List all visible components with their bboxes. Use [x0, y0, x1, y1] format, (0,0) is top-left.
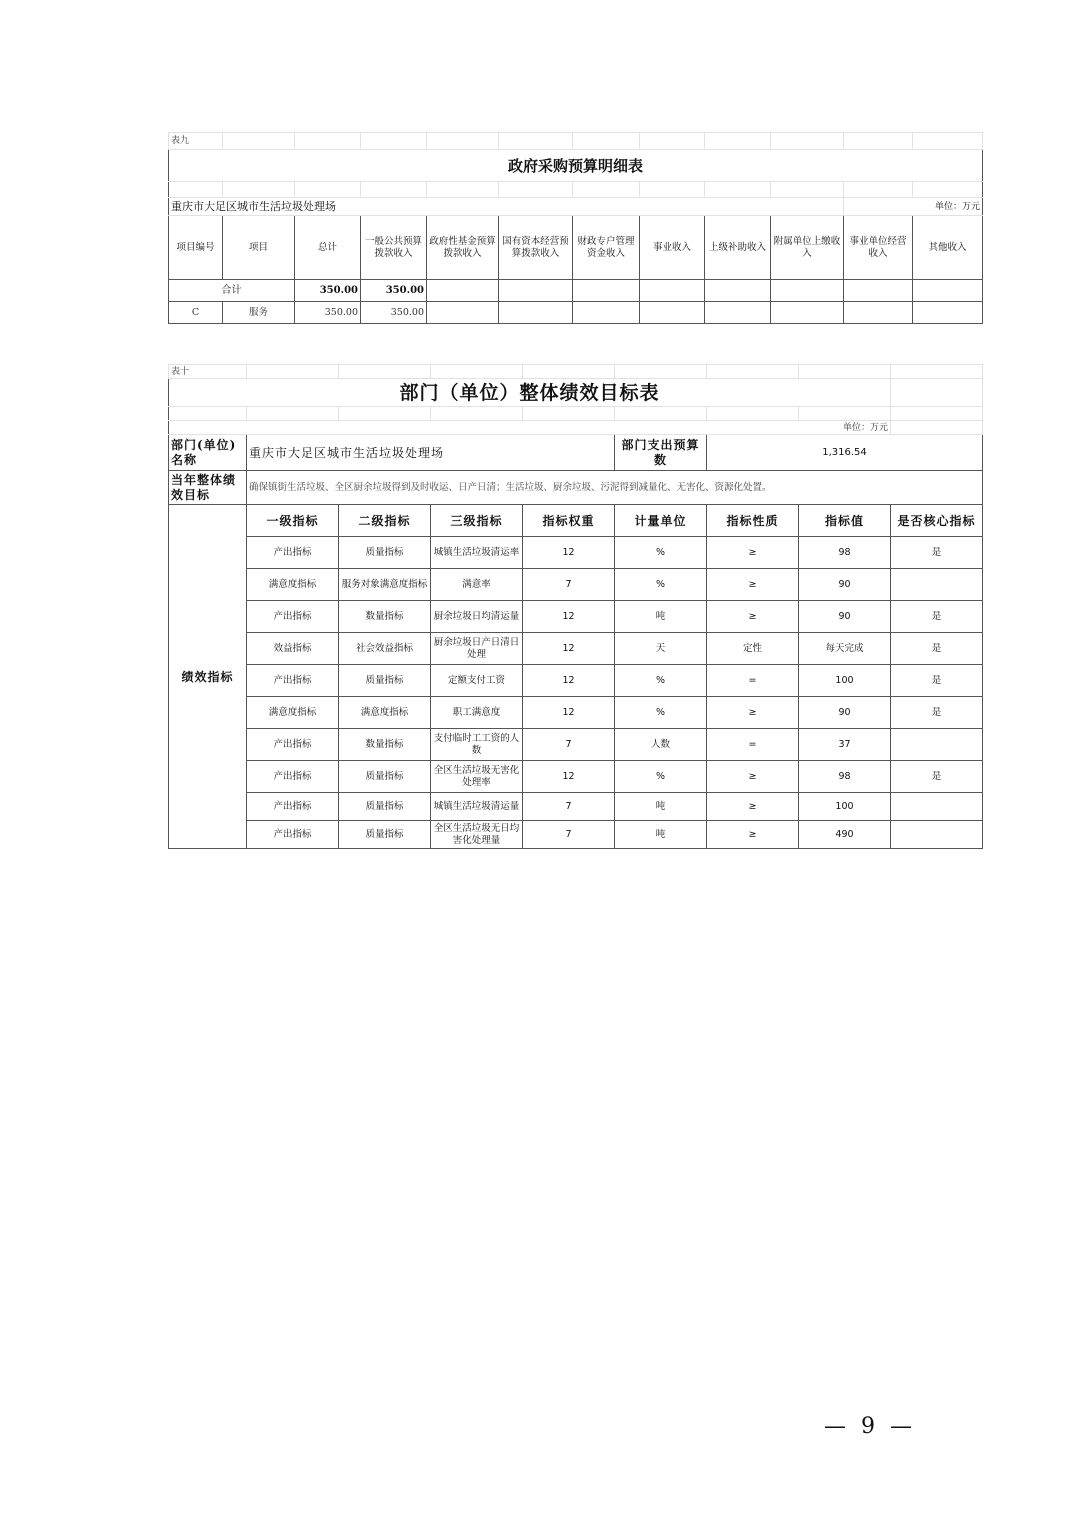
- level3-indicator: 城镇生活垃圾清运量: [431, 793, 523, 821]
- indicator-nature: ≥: [707, 761, 799, 793]
- header-cell: 其他收入: [913, 216, 983, 280]
- table-row: [169, 537, 983, 569]
- indicator-value: 90: [799, 697, 891, 729]
- header-cell: 项目编号: [169, 216, 223, 280]
- level3-indicator: 满意率: [431, 569, 523, 601]
- level3-indicator: 全区生活垃圾无日均害化处理量: [431, 821, 523, 849]
- table10-label: 表十: [169, 365, 247, 379]
- table-row: [169, 280, 983, 302]
- indicator-value: 37: [799, 729, 891, 761]
- header-cell: 附属单位上缴收入: [771, 216, 844, 280]
- indicator-value: 490: [799, 821, 891, 849]
- level1-indicator: 产出指标: [247, 793, 339, 821]
- indicator-value: 98: [799, 537, 891, 569]
- table9-label: 表九: [169, 133, 223, 150]
- indicator-weight: 12: [523, 697, 615, 729]
- header-cell: 二级指标: [339, 505, 431, 537]
- level2-indicator: 质量指标: [339, 821, 431, 849]
- dept-label: 部门(单位)名称: [169, 435, 247, 471]
- header-cell: 事业收入: [640, 216, 705, 280]
- indicator-nature: ≥: [707, 697, 799, 729]
- core-indicator-flag: 是: [891, 537, 983, 569]
- measure-unit: %: [615, 761, 707, 793]
- level2-indicator: 数量指标: [339, 729, 431, 761]
- measure-unit: 吨: [615, 601, 707, 633]
- indicator-value: 98: [799, 761, 891, 793]
- indicator-value: 100: [799, 665, 891, 697]
- indicator-nature: ≥: [707, 821, 799, 849]
- header-cell: 国有资本经营预算拨款收入: [499, 216, 573, 280]
- level2-indicator: 质量指标: [339, 665, 431, 697]
- level2-indicator: 满意度指标: [339, 697, 431, 729]
- level1-indicator: 效益指标: [247, 633, 339, 665]
- core-indicator-flag: [891, 821, 983, 849]
- header-cell: 一级指标: [247, 505, 339, 537]
- core-indicator-flag: 是: [891, 633, 983, 665]
- page-number: — 9 —: [824, 1414, 916, 1439]
- header-cell: 计量单位: [615, 505, 707, 537]
- header-cell: 三级指标: [431, 505, 523, 537]
- level1-indicator: 产出指标: [247, 537, 339, 569]
- measure-unit: %: [615, 697, 707, 729]
- indicator-weight: 12: [523, 601, 615, 633]
- header-cell: 财政专户管理资金收入: [573, 216, 640, 280]
- goal-text: 确保镇街生活垃圾、全区厨余垃圾得到及时收运、日产日清；生活垃圾、厨余垃圾、污泥得到减量化、无害化、资源化处置。: [247, 471, 983, 505]
- core-indicator-flag: 是: [891, 601, 983, 633]
- indicator-value: 90: [799, 601, 891, 633]
- header-cell: 事业单位经营收入: [844, 216, 913, 280]
- indicator-weight: 12: [523, 665, 615, 697]
- level3-indicator: 职工满意度: [431, 697, 523, 729]
- header-cell: 总计: [295, 216, 361, 280]
- core-indicator-flag: [891, 729, 983, 761]
- level3-indicator: 城镇生活垃圾清运率: [431, 537, 523, 569]
- table-row: [169, 302, 983, 324]
- header-cell: 指标性质: [707, 505, 799, 537]
- indicator-weight: 7: [523, 793, 615, 821]
- core-indicator-flag: [891, 569, 983, 601]
- core-indicator-flag: 是: [891, 761, 983, 793]
- measure-unit: 吨: [615, 793, 707, 821]
- total-label: 合计: [169, 280, 295, 302]
- row-item: 服务: [223, 302, 295, 324]
- table10-unit: 单位：万元: [169, 421, 891, 435]
- indicator-value: 每天完成: [799, 633, 891, 665]
- total-general: 350.00: [361, 280, 427, 302]
- core-indicator-flag: [891, 793, 983, 821]
- indicator-weight: 7: [523, 569, 615, 601]
- level1-indicator: 产出指标: [247, 665, 339, 697]
- indicator-nature: =: [707, 665, 799, 697]
- indicator-value: 100: [799, 793, 891, 821]
- indicator-nature: ≥: [707, 601, 799, 633]
- budget-value: 1,316.54: [707, 435, 983, 471]
- level3-indicator: 厨余垃圾日产日清日处理: [431, 633, 523, 665]
- core-indicator-flag: 是: [891, 665, 983, 697]
- dept-name: 重庆市大足区城市生活垃圾处理场: [247, 435, 615, 471]
- header-cell: 指标值: [799, 505, 891, 537]
- indicator-weight: 12: [523, 537, 615, 569]
- row-general: 350.00: [361, 302, 427, 324]
- level3-indicator: 定额支付工资: [431, 665, 523, 697]
- indicator-value: 90: [799, 569, 891, 601]
- measure-unit: 天: [615, 633, 707, 665]
- indicator-nature: ≥: [707, 793, 799, 821]
- level1-indicator: 满意度指标: [247, 569, 339, 601]
- table-row: [169, 821, 983, 849]
- budget-label: 部门支出预算数: [615, 435, 707, 471]
- header-cell: 政府性基金预算拨款收入: [427, 216, 499, 280]
- core-indicator-flag: 是: [891, 697, 983, 729]
- table10-title: 部门（单位）整体绩效目标表: [169, 379, 891, 407]
- table-row: [169, 633, 983, 665]
- header-cell: 是否核心指标: [891, 505, 983, 537]
- table-row: [169, 761, 983, 793]
- goal-label: 当年整体绩效目标: [169, 471, 247, 505]
- level3-indicator: 全区生活垃圾无害化处理率: [431, 761, 523, 793]
- indicator-nature: =: [707, 729, 799, 761]
- measure-unit: %: [615, 537, 707, 569]
- table-row: [169, 601, 983, 633]
- measure-unit: %: [615, 665, 707, 697]
- performance-indicators-label: 绩效指标: [169, 505, 247, 849]
- table9-title: 政府采购预算明细表: [169, 150, 983, 182]
- level1-indicator: 产出指标: [247, 729, 339, 761]
- header-cell: 上级补助收入: [705, 216, 771, 280]
- indicator-weight: 7: [523, 821, 615, 849]
- level2-indicator: 社会效益指标: [339, 633, 431, 665]
- row-code: C: [169, 302, 223, 324]
- indicator-weight: 7: [523, 729, 615, 761]
- header-cell: 指标权重: [523, 505, 615, 537]
- level2-indicator: 质量指标: [339, 793, 431, 821]
- indicator-weight: 12: [523, 761, 615, 793]
- table-row: [169, 729, 983, 761]
- level2-indicator: 数量指标: [339, 601, 431, 633]
- level2-indicator: 质量指标: [339, 761, 431, 793]
- indicator-nature: ≥: [707, 537, 799, 569]
- level3-indicator: 厨余垃圾日均清运量: [431, 601, 523, 633]
- table-row: [169, 697, 983, 729]
- measure-unit: %: [615, 569, 707, 601]
- level1-indicator: 产出指标: [247, 821, 339, 849]
- level1-indicator: 产出指标: [247, 601, 339, 633]
- indicator-nature: 定性: [707, 633, 799, 665]
- level3-indicator: 支付临时工工资的人数: [431, 729, 523, 761]
- indicator-nature: ≥: [707, 569, 799, 601]
- level1-indicator: 满意度指标: [247, 697, 339, 729]
- header-cell: 项目: [223, 216, 295, 280]
- measure-unit: 吨: [615, 821, 707, 849]
- table-row: [169, 569, 983, 601]
- table9-unit: 单位：万元: [844, 198, 983, 216]
- table-row: [169, 665, 983, 697]
- header-cell: 一般公共预算拨款收入: [361, 216, 427, 280]
- total-sum: 350.00: [295, 280, 361, 302]
- government-procurement-budget-table: [168, 132, 983, 324]
- level2-indicator: 服务对象满意度指标: [339, 569, 431, 601]
- measure-unit: 人数: [615, 729, 707, 761]
- level1-indicator: 产出指标: [247, 761, 339, 793]
- table9-org: 重庆市大足区城市生活垃圾处理场: [169, 198, 844, 216]
- indicator-weight: 12: [523, 633, 615, 665]
- level2-indicator: 质量指标: [339, 537, 431, 569]
- table-row: [169, 793, 983, 821]
- row-total: 350.00: [295, 302, 361, 324]
- performance-goals-table: [168, 364, 983, 849]
